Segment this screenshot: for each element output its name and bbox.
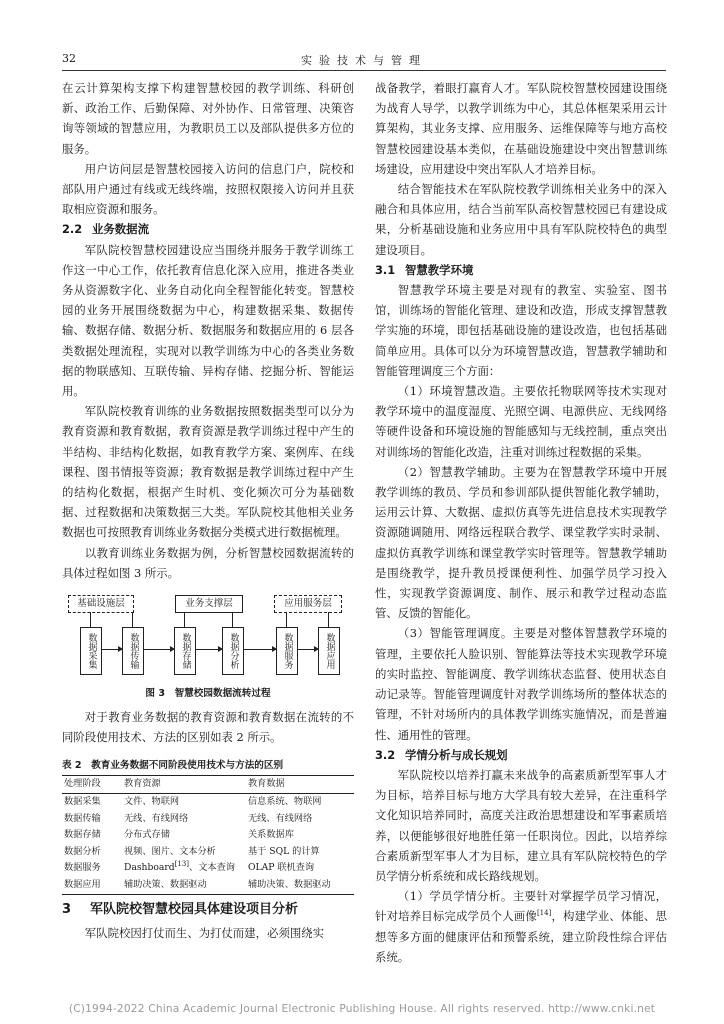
paragraph: 军队院校以培养打赢未来战争的高素质新型军事人才为目标，培养目标与地方大学具有较大差异，在注重科学文化知识培养同时，高度关注政治思想建设和军事素质培养，以便能够很好地胜任第一任职岗位。因此，以培养综合素质新型军事人才为目标，建立具有军队院校特色的学员学情分析系统和成长路线规划。	[375, 767, 667, 883]
figure-3-data-flow	[62, 595, 354, 679]
copyright-footer: (C)1994-2022 China Academic Journal Electronic Publishing House. All rights reserved. http://www.cnki.net	[68, 1003, 656, 1015]
step-data-transmission: 数据传输	[122, 627, 144, 675]
paragraph: 军队院校因打仗而生、为打仗而建，必须围绕实	[84, 925, 325, 940]
table-row	[62, 877, 354, 894]
table-row	[62, 860, 354, 877]
paragraph: 以教育训练业务数据为例，分析智慧校园数据流转的具体过程如图 3 所示。	[62, 545, 354, 580]
table-cell	[122, 860, 246, 877]
left-column	[62, 78, 354, 943]
section-heading-3-1	[375, 260, 667, 280]
section-number: 3	[62, 901, 72, 917]
flow-arrow	[244, 649, 276, 650]
table-cell: 数据应用	[62, 877, 122, 894]
step-data-storage: 数据存储	[174, 627, 196, 675]
column-header: 教育数据	[246, 776, 354, 794]
section-title: 学情分析与成长规划	[405, 747, 508, 762]
paragraph: 军队院校教育训练的业务数据按照数据类型可以分为教育资源和教育数据，教育资源是教学训练过程中产生的半结构、非结构化数据，如教育教学方案、案例库、在线课程、图书情报等资源；教育数据是教学训练过程中产生的结构化数据，根据产生时机、变化频次可分为基础数据、过程数据和决策数据三大类。军队院校其他相关业务数据也可按照教育训练业务数据分类模式进行数据梳理。	[62, 404, 354, 540]
paragraph: （2）智慧教学辅助。主要为在智慧教学环境中开展教学训练的教员、学员和参训部队提供智能化教学辅助，运用云计算、大数据、虚拟仿真等先进信息技术实现教学资源随调随用、网络远程联合教学、课堂教学实时录制、虚拟仿真教学训练和课堂教学实时管理等。智慧教学辅助是围绕教学，提升教员授课便利性、加强学员学习投入性，实现教学资源调度、制作、展示和教学过程动态监管、反馈的智能化。	[375, 464, 667, 621]
table-cell: 辅助决策、数据驱动	[246, 877, 354, 894]
layer-box-business-support: 业务支撑层	[175, 595, 243, 613]
table-cell: 分布式存储	[124, 829, 170, 841]
paragraph-text: （1）学员学情分析。主要针对掌握学员学习情况，针对培养目标完成学员个人画像	[375, 889, 667, 924]
table-cell: 视频、图片、文本分析	[124, 845, 216, 857]
table-caption: 表 2 教育业务数据不同阶段使用技术与方法的区别	[62, 760, 284, 772]
dashboard-tail: 、文本查询	[189, 862, 235, 874]
section-heading-3	[62, 897, 354, 923]
figure-caption: 图 3 智慧校园数据流转过程	[145, 688, 271, 700]
table-header-row	[62, 776, 354, 794]
column-header: 教育资源	[122, 776, 246, 794]
flow-arrow	[144, 649, 174, 650]
flow-arrow	[298, 649, 318, 650]
step-data-analysis: 数据分析	[222, 627, 244, 675]
section-number: 3.2	[375, 747, 396, 762]
table-2	[62, 775, 354, 894]
right-column	[375, 78, 667, 967]
table-cell: 数据传输	[64, 812, 101, 824]
dashboard-label: Dashboard	[124, 862, 175, 874]
journal-title: 实验技术与管理	[301, 54, 427, 67]
table-row	[62, 794, 354, 811]
table-row	[62, 827, 354, 844]
table-row	[62, 844, 354, 861]
connector-line	[184, 612, 185, 627]
paragraph	[375, 886, 667, 967]
paragraph: 军队院校智慧校园建设应当围绕并服务于教学训练工作这一中心工作，依托教育信息化深入应用，推进各类业务从资源数字化、业务自动化向全程智能化转变。智慧校园的业务开展围绕数据为中心，构建数据采集、数据传输、数据存储、数据分析、数据服务和数据应用的 6 层各类数据处理流程，实现对以教学训练为中心的各类业务数据的物联感知、互联传输、异构存储、挖掘分析、智能运用。	[62, 242, 354, 399]
step-data-collection: 数据采集	[80, 627, 102, 675]
table-row	[62, 811, 354, 828]
table-cell: 信息系统、物联网	[248, 796, 322, 808]
table-cell: 数据分析	[64, 845, 101, 857]
paragraph: 结合智能技术在军队院校教学训练相关业务中的深入融合和具体应用，结合当前军队高校智慧校园已有建设成果，分析基础设施和业务应用中具有军队院校特色的典型建设项目。	[375, 182, 667, 257]
paragraph: （1）环境智慧改造。主要依托物联网等技术实现对教学环境中的温度湿度、光照空调、电源供应、无线网络等硬件设备和环境设施的智能感知与无线控制，重点突出对训练场的智能化改造，注重对训练过程数据的采集。	[375, 384, 667, 459]
citation-ref: [14]	[536, 909, 552, 918]
step-data-application: 数据应用	[318, 627, 340, 675]
layer-box-application-service: 应用服务层	[274, 595, 342, 613]
section-number: 3.1	[375, 262, 396, 277]
connector-line	[286, 612, 287, 627]
table-cell: OLAP 联机查询	[248, 862, 315, 874]
page-number: 32	[62, 52, 76, 65]
table-cell: 数据采集	[64, 796, 101, 808]
section-title: 智慧教学环境	[405, 262, 474, 277]
table-cell: 文件、物联网	[124, 796, 180, 808]
paragraph: 用户访问层是智慧校园接入访问的信息门户，院校和部队用户通过有线或无线终端，按照权限接入访问并且获取相应资源和服务。	[62, 161, 354, 217]
table-cell: 辅助决策、数据驱动	[122, 877, 246, 894]
column-header: 处理阶段	[62, 776, 122, 794]
citation-ref: [13]	[174, 860, 190, 869]
paragraph-text: ，构建学业、体能、思想等多方面的健康评估和预警系统，建立阶段性综合评估系统。	[375, 909, 667, 964]
table-cell: 基于 SQL 的计算	[248, 845, 320, 857]
section-title: 军队院校智慧校园具体建设项目分析	[90, 901, 299, 917]
connector-line	[132, 612, 133, 627]
connector-line	[90, 612, 91, 627]
section-heading-2-2	[62, 219, 354, 239]
table-cell: 无线、有线网络	[248, 812, 313, 824]
running-header	[62, 50, 666, 71]
paragraph: 智慧教学环境主要是对现有的教室、实验室、图书馆，训练场的智能化管理、建设和改造，形成支撑智慧教学实施的环境，即包括基础设施的建设改造，也包括基础简单应用。具体可以分为环境智慧改造，智慧教学辅助和智能管理调度三个方面：	[375, 283, 667, 378]
paragraph: （3）智能管理调度。主要是对整体智慧教学环境的管理，主要依托人脸识别、智能算法等技术实现教学环境的实时监控、智能调度、教学训练状态监督、使用状态自动记录等。智能管理调度针对教学训练场所的整体状态的管理，不针对场所内的具体教学训练实施情况，而是普遍性、通用性的管理。	[375, 626, 667, 742]
layer-box-infrastructure: 基础设施层	[68, 595, 134, 613]
section-title: 业务数据流	[92, 222, 149, 237]
table-cell: 无线、有线网络	[124, 812, 189, 824]
connector-line	[328, 612, 329, 627]
flow-arrow	[196, 649, 222, 650]
paragraph: 对于教育业务数据的教育资源和教育数据在流转的不同阶段使用技术、方法的区别如表 2 所示。	[62, 710, 354, 745]
table-cell: 数据服务	[64, 862, 101, 874]
flow-arrow	[102, 649, 122, 650]
paragraph: 战备教学，着眼打赢育人才。军队院校智慧校园建设围绕为战育人导学，以教学训练为中心，其总体框架采用云计算架构，其业务支撑、应用服务、运维保障等与地方高校智慧校园建设基本类似，在基础设施建设中突出智慧训练场建设，应用建设中突出军队人才培养目标。	[375, 81, 667, 176]
section-number: 2.2	[62, 222, 83, 237]
step-data-service: 数据服务	[276, 627, 298, 675]
paragraph: 在云计算架构支撑下构建智慧校园的教学训练、科研创新、政治工作、后勤保障、对外协作、日常管理、决策咨询等领域的智慧应用，为教职员工以及部队提供多方位的服务。	[62, 81, 354, 156]
table-cell: 数据存储	[64, 829, 101, 841]
connector-line	[232, 612, 233, 627]
section-heading-3-2	[375, 745, 667, 765]
table-cell: 关系数据库	[248, 829, 294, 841]
